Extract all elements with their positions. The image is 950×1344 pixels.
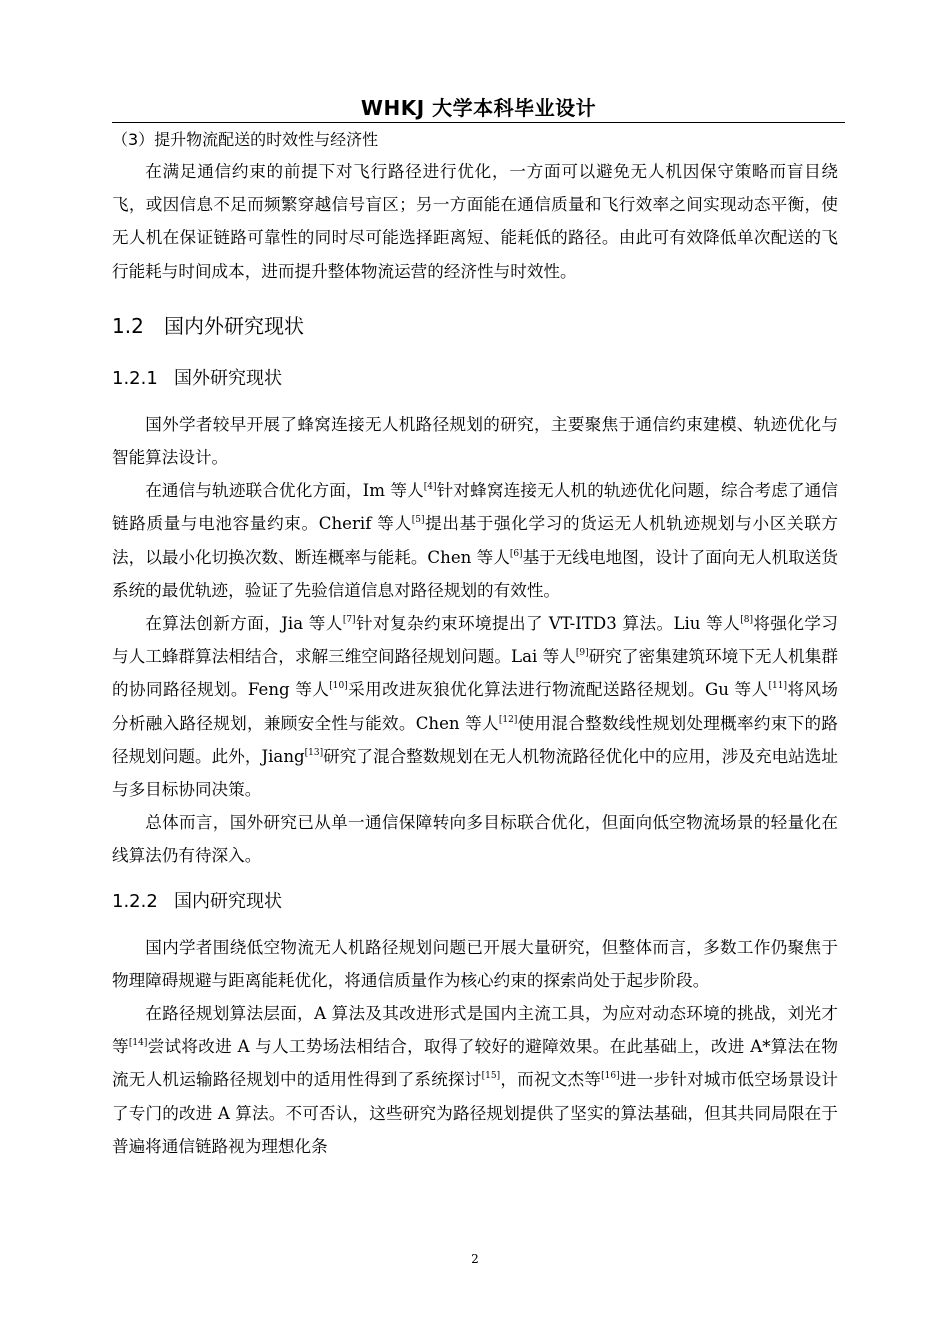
- citation-ref: [10]: [329, 681, 348, 692]
- paragraph-foreign-joint-optimization: [112, 474, 838, 607]
- paragraph-domestic-algorithms: [112, 997, 838, 1163]
- citation-ref: [5]: [411, 515, 425, 526]
- citation-ref: [9]: [575, 648, 589, 659]
- text-run: 尝试将改进 A 与人工势场法相结合，取得了较好的避障效果。在此基础上，改进 A*算法在物流无人机运输路径规划中的适用性得到了系统探讨: [112, 1037, 839, 1090]
- section-heading-1-2-2: [112, 879, 838, 925]
- text-run: 在算法创新方面，Jia 等人: [145, 614, 343, 634]
- paragraph-item-3: 在满足通信约束的前提下对飞行路径进行优化，一方面可以避免无人机因保守策略而盲目绕飞，或因信息不足而频繁穿越信号盲区；另一方面能在通信质量和飞行效率之间实现动态平衡，使无人机在保证链路可靠性的同时尽可能选择距离短、能耗低的路径。由此可有效降低单次配送的飞行能耗与时间成本，进而提升整体物流运营的经济性与时效性。: [112, 162, 838, 281]
- citation-ref: [8]: [740, 615, 753, 626]
- section-title: 国内研究现状: [174, 890, 282, 912]
- text-run: 使用混合整数线性规划处理概率约束下的路径规划问题。此外，Jiang: [112, 713, 839, 766]
- paragraph-domestic-intro: 国内学者围绕低空物流无人机路径规划问题已开展大量研究，但整体而言，多数工作仍聚焦于物理障碍规避与距离能耗优化，将通信质量作为核心约束的探索尚处于起步阶段。: [112, 937, 838, 990]
- citation-ref: [11]: [768, 681, 788, 692]
- section-number: 1.2.2: [112, 890, 158, 912]
- section-heading-1-2: [112, 302, 838, 350]
- page-header-title: WHKJ 大学本科毕业设计: [360, 96, 597, 120]
- page-number: 2: [471, 1252, 479, 1266]
- section-number: 1.2.1: [112, 367, 158, 389]
- text-run: 提出基于强化学习的货运无人机轨迹规划与小区关联方法，以最小化切换次数、断连概率与能耗。Chen 等人: [112, 514, 839, 567]
- text-run: 在路径规划算法层面，A 算法及其改进形式是国内主流工具，为应对动态环境的挑战，刘光才等: [112, 1004, 838, 1057]
- text-run: 进一步针对城市低空场景设计了专门的改进 A 算法。不可否认，这些研究为路径规划提供了坚实的算法基础，但其共同局限在于普遍将通信链路视为理想化条: [112, 1070, 839, 1156]
- text-run: 将强化学习与人工蜂群算法相结合，求解三维空间路径规划问题。Lai 等人: [112, 614, 838, 667]
- text-run: 在通信与轨迹联合优化方面，Im 等人: [145, 481, 424, 501]
- text-run: 采用改进灰狼优化算法进行物流配送路径规划。Gu 等人: [347, 680, 769, 700]
- citation-ref: [7]: [342, 615, 356, 626]
- text-run: 研究了密集建筑环境下无人机集群的协同路径规划。Feng 等人: [112, 647, 839, 700]
- citation-ref: [6]: [509, 548, 523, 559]
- section-title: 国内外研究现状: [164, 313, 304, 338]
- section-number: 1.2: [112, 313, 144, 338]
- citation-ref: [12]: [498, 714, 518, 725]
- text-run: 基于无线电地图，设计了面向无人机取送货系统的最优轨迹，验证了先验信道信息对路径规划的有效性。: [112, 547, 838, 600]
- citation-ref: [4]: [423, 482, 437, 493]
- header-rule: [112, 122, 845, 123]
- text-run: 针对蜂窝连接无人机的轨迹优化问题，综合考虑了通信链路质量与电池容量约束。Cherif 等人: [112, 481, 838, 534]
- text-run: ，而祝文杰等: [500, 1070, 602, 1090]
- text-run: 将风场分析融入路径规划，兼顾安全性与能效。Chen 等人: [112, 680, 838, 733]
- paragraph-foreign-intro: 国外学者较早开展了蜂窝连接无人机路径规划的研究，主要聚焦于通信约束建模、轨迹优化与智能算法设计。: [112, 414, 838, 468]
- paragraph-foreign-summary: 总体而言，国外研究已从单一通信保障转向多目标联合优化，但面向低空物流场景的轻量化在线算法仍有待深入。: [112, 813, 838, 866]
- citation-ref: [14]: [128, 1038, 148, 1049]
- subheading-item-3: （3）提升物流配送的时效性与经济性: [112, 130, 379, 149]
- citation-ref: [16]: [601, 1071, 620, 1082]
- text-run: 针对复杂约束环境提出了 VT-ITD3 算法。Liu 等人: [355, 614, 741, 634]
- section-heading-1-2-1: [112, 356, 838, 402]
- citation-ref: [15]: [481, 1071, 501, 1082]
- section-title: 国外研究现状: [174, 367, 282, 389]
- document-body: [112, 125, 838, 1163]
- paragraph-foreign-algorithms: [112, 607, 838, 806]
- text-run: 研究了混合整数规划在无人机物流路径优化中的应用，涉及充电站选址与多目标协同决策。: [112, 746, 838, 800]
- citation-ref: [13]: [304, 747, 324, 758]
